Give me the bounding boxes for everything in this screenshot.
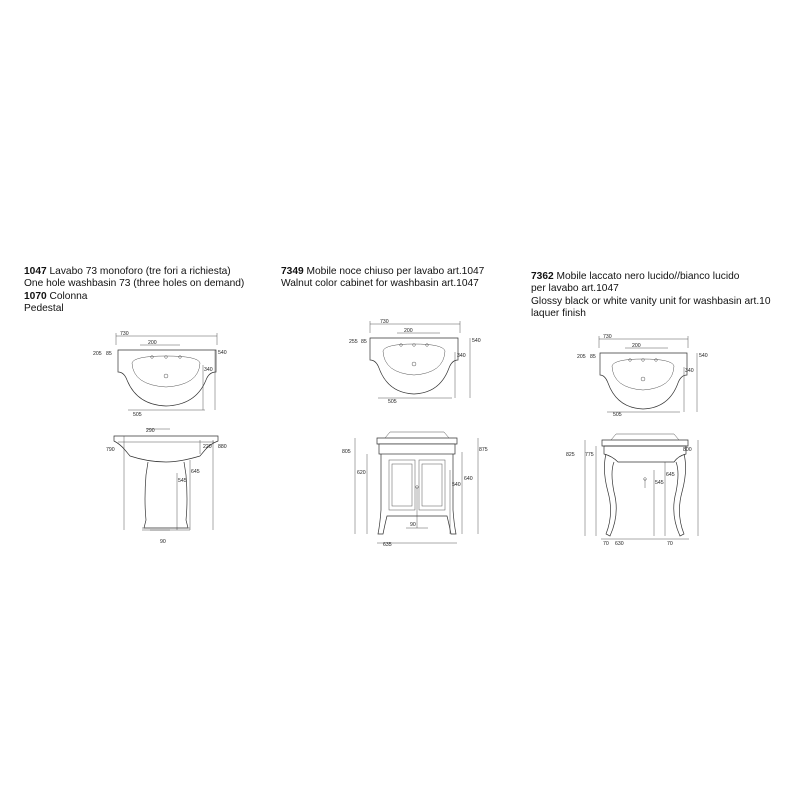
dim-bottom: 505 [133, 412, 142, 418]
dim-height: 540 [699, 353, 708, 359]
product-subtitle-line: per lavabo art.1047 [531, 283, 619, 295]
plan-view-7349 [349, 319, 481, 405]
dim-left2: 775 [585, 452, 594, 458]
dim-height: 540 [472, 338, 481, 344]
dim-r3: 540 [452, 482, 461, 488]
dim-inner: 90 [410, 522, 416, 528]
dim-left: 825 [566, 452, 575, 458]
dim-right: 875 [479, 447, 488, 453]
dim-b2: 630 [615, 541, 624, 547]
product-title-line: 7349 Mobile noce chiuso per lavabo art.1047 [281, 266, 485, 277]
dim-width: 730 [120, 331, 129, 337]
dim-left2: 620 [357, 470, 366, 476]
plan-view-7362 [577, 334, 708, 418]
product-subtitle-line: Pedestal [24, 303, 64, 315]
dim-inner: 200 [148, 340, 157, 346]
dim-depth-b: 85 [590, 354, 596, 360]
dim-r2: 880 [218, 444, 227, 450]
dim-bottom: 635 [383, 542, 392, 548]
dim-h2: 340 [204, 367, 213, 373]
elevation-7362 [566, 434, 698, 547]
dim-inner: 200 [404, 328, 413, 334]
dim-depth-b: 85 [106, 351, 112, 357]
dim-b3: 70 [667, 541, 673, 547]
product-subtitle-line: Walnut color cabinet for washbasin art.1047 [281, 278, 479, 290]
dim-top: 290 [146, 428, 155, 434]
plan-view-1047 [93, 331, 227, 418]
dim-r3: 545 [655, 480, 664, 486]
product-subtitle-line: One hole washbasin 73 (three holes on demand) [24, 278, 245, 290]
dim-bottom: 505 [388, 399, 397, 405]
dim-inner: 200 [632, 343, 641, 349]
dim-right: 800 [683, 447, 692, 453]
dim-bottom: 505 [613, 412, 622, 418]
product-title-line: 1047 Lavabo 73 monoforo (tre fori a richiesta) [24, 266, 231, 277]
elevation-7349 [342, 432, 488, 548]
dim-depth-a: 205 [577, 354, 586, 360]
dim-width: 730 [603, 334, 612, 340]
dim-r2: 645 [666, 472, 675, 478]
dim-depth-b: 85 [361, 339, 367, 345]
product-subtitle-line: Glossy black or white vanity unit for washbasin art.10 [531, 295, 771, 307]
dim-b1: 70 [603, 541, 609, 547]
dim-left: 790 [106, 447, 115, 453]
dim-depth-a: 255 [349, 339, 358, 345]
dim-left: 805 [342, 449, 351, 455]
dim-h2: 340 [685, 368, 694, 374]
dim-width: 730 [380, 319, 389, 325]
dim-h2: 340 [457, 353, 466, 359]
dim-height: 540 [218, 350, 227, 356]
dim-depth-a: 205 [93, 351, 102, 357]
dim-bottom: 90 [160, 539, 166, 545]
dim-r3: 645 [191, 469, 200, 475]
dim-r2: 640 [464, 476, 473, 482]
product-title-line: 7362 Mobile laccato nero lucido//bianco lucido [531, 271, 740, 282]
dim-r4: 545 [178, 478, 187, 484]
product-title-line: 1070 Colonna [24, 290, 88, 302]
dim-r1: 220 [203, 444, 212, 450]
elevation-1047 [106, 428, 227, 545]
product-subtitle-line: laquer finish [531, 308, 586, 320]
